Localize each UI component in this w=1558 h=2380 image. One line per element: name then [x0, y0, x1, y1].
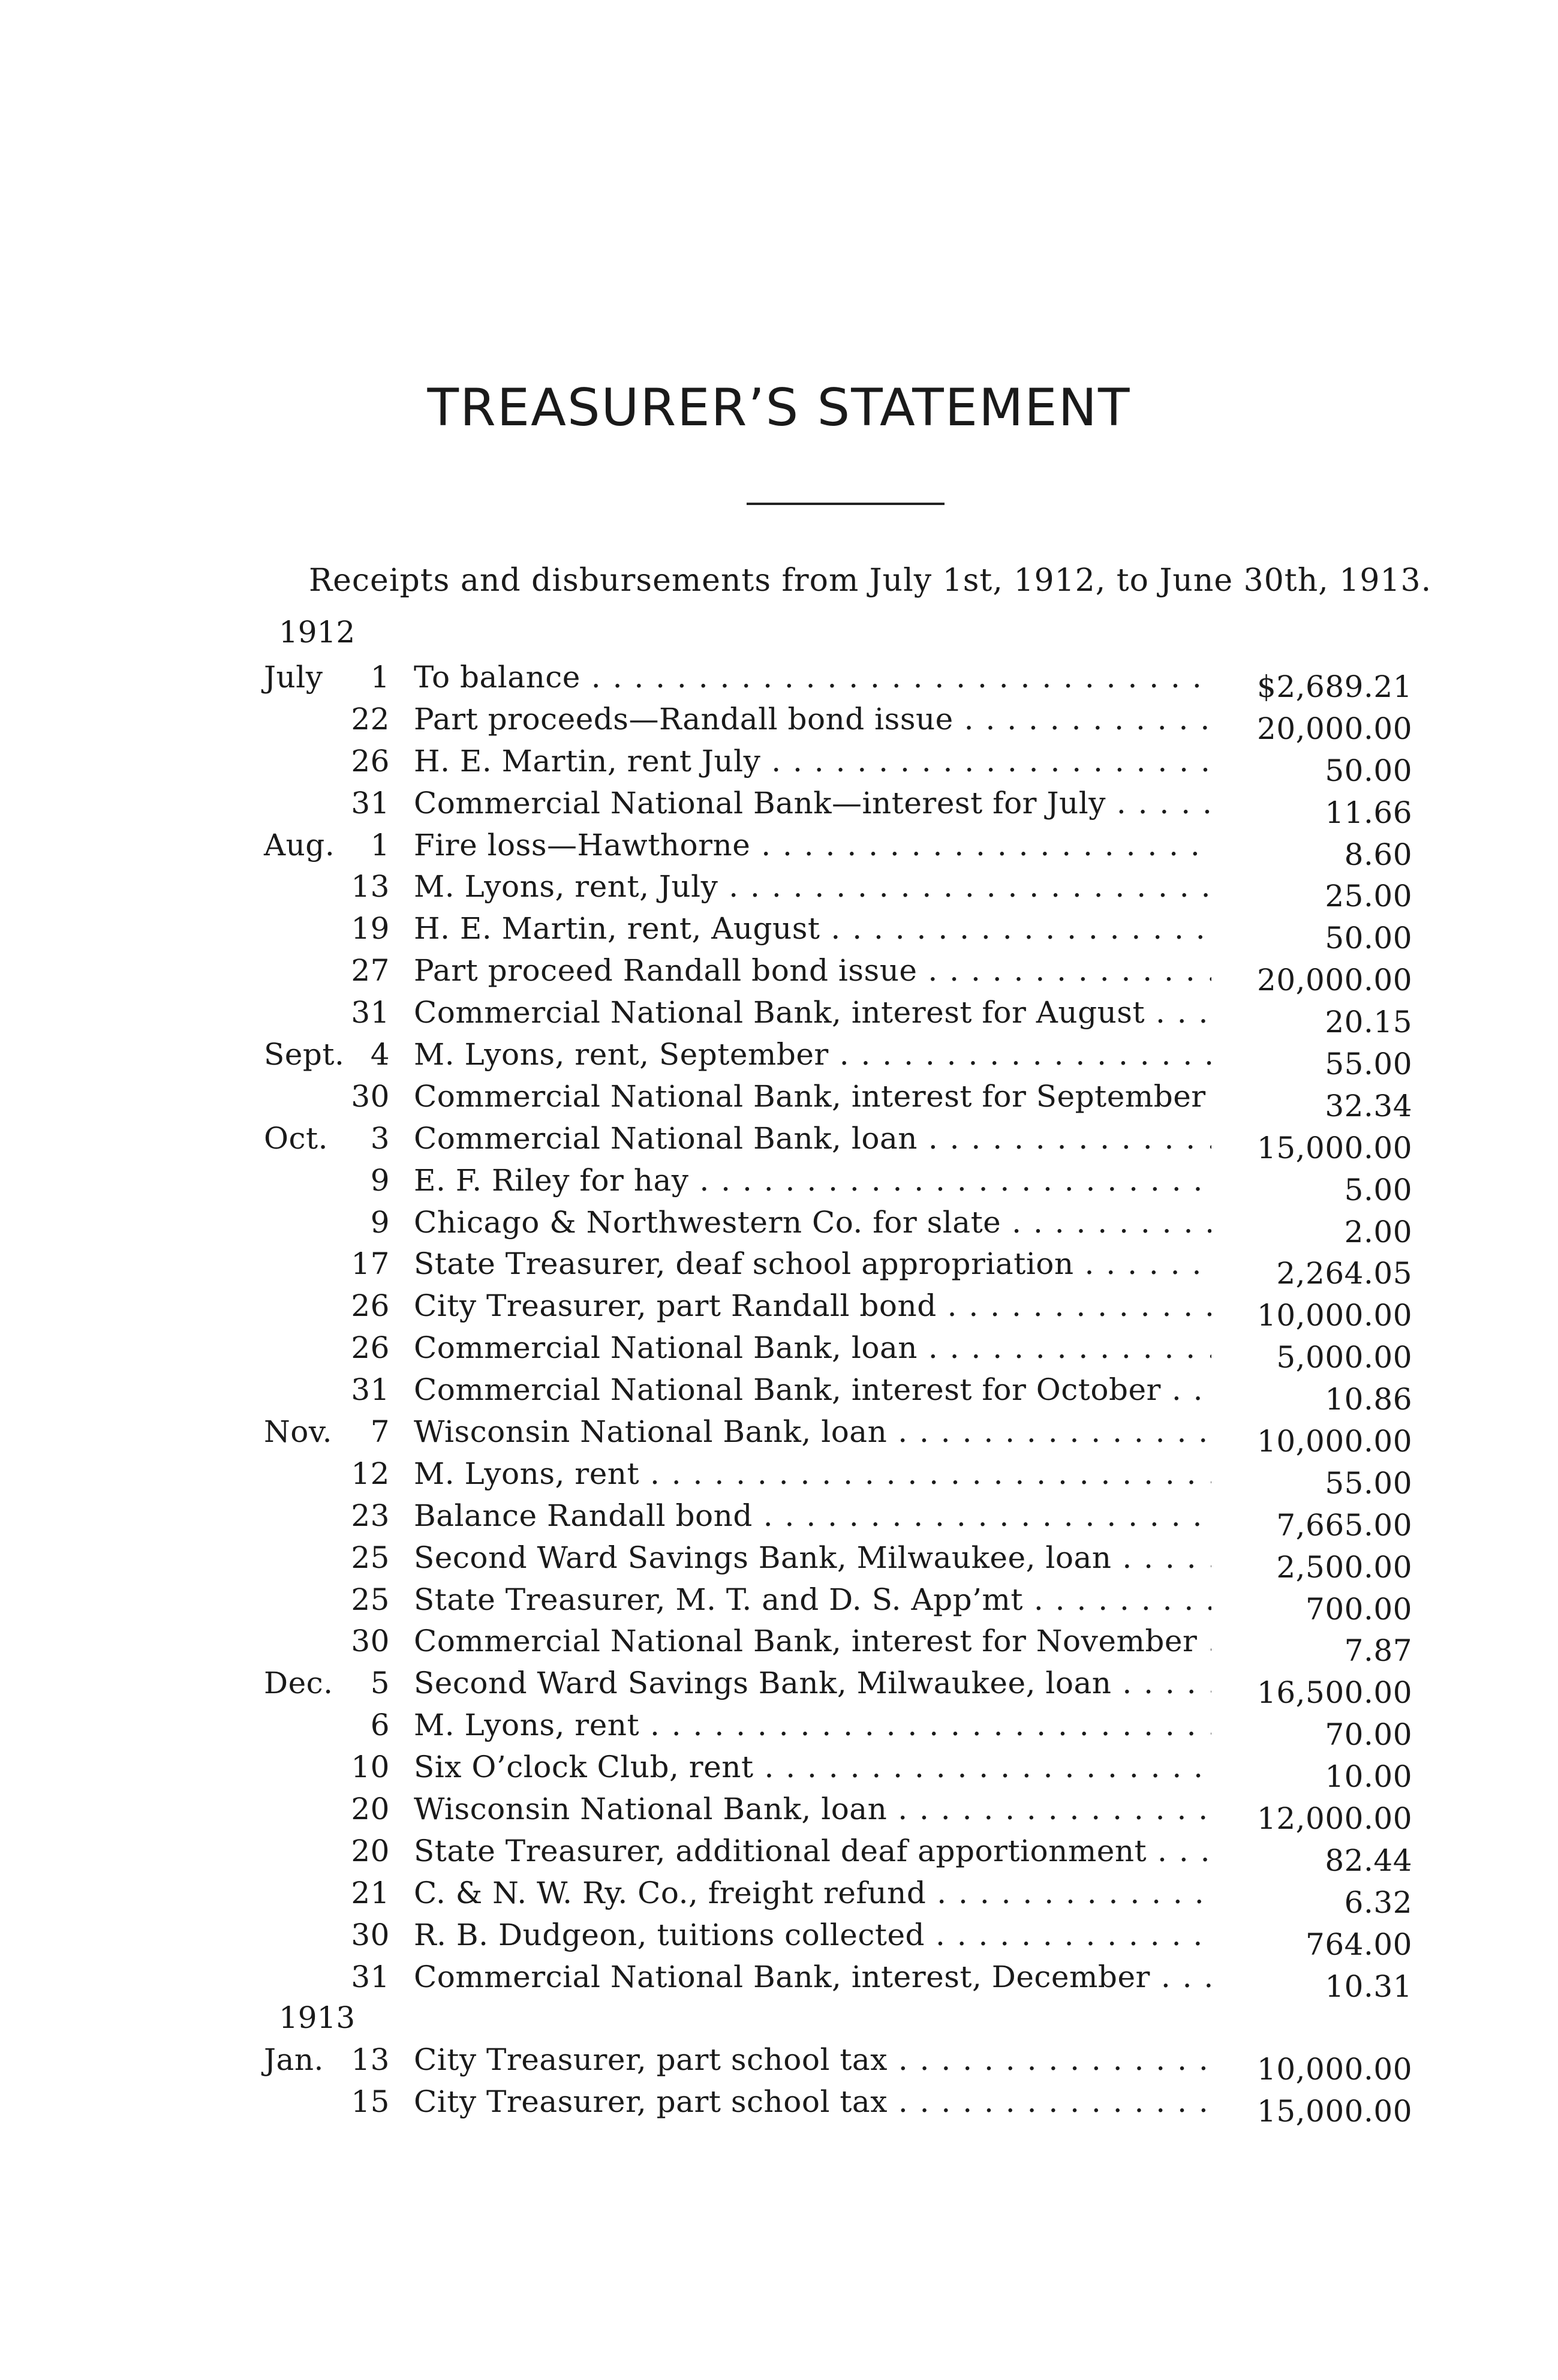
entry-month: Dec. [264, 1666, 333, 1701]
entry-day: 13 [351, 869, 390, 904]
ledger-entry [252, 744, 1421, 786]
entry-day: 30 [351, 1624, 390, 1659]
page-title: TREASURER’S STATEMENT [427, 378, 1131, 438]
entry-description: M. Lyons, rent . . . [414, 1456, 1211, 1491]
entry-day: 7 [370, 1414, 390, 1450]
entry-amount: 15,000.00 [1257, 1130, 1412, 1165]
entry-day: 9 [370, 1162, 390, 1198]
ledger-entry [252, 2042, 1421, 2087]
entry-description: To balance . . . [414, 660, 1211, 695]
entry-day: 26 [351, 743, 390, 779]
entry-amount: 25.00 [1325, 879, 1412, 914]
entry-description: M. Lyons, rent . . . [414, 1708, 1211, 1742]
entry-day: 20 [351, 1833, 390, 1868]
ledger-entry [252, 1414, 1421, 1459]
entry-description: H. E. Martin, rent July . . . [414, 744, 1211, 779]
entry-amount: 7.87 [1344, 1633, 1412, 1669]
entry-day: 3 [370, 1120, 390, 1156]
entry-month: Jan. [264, 2042, 324, 2077]
ledger-entry [252, 1960, 1421, 2002]
entry-day: 5 [370, 1666, 390, 1701]
entry-description: Commercial National Bank, loan . . . [414, 1330, 1211, 1365]
entry-day: 26 [351, 1288, 390, 1324]
entry-day: 1 [370, 660, 390, 695]
entry-description: M. Lyons, rent, September . . . [414, 1037, 1211, 1072]
entry-amount: 11.66 [1325, 795, 1412, 830]
entry-day: 10 [351, 1750, 390, 1785]
entry-day: 19 [351, 911, 390, 946]
entry-amount: 15,000.00 [1257, 2093, 1412, 2129]
entry-amount: 2.00 [1344, 1214, 1412, 1249]
entry-day: 25 [351, 1582, 390, 1617]
ledger-entry [252, 1582, 1421, 1627]
entry-day: 20 [351, 1792, 390, 1827]
entry-amount: 10.31 [1325, 1969, 1412, 2004]
entry-description: Second Ward Savings Bank, Milwaukee, loan . . . [414, 1540, 1211, 1575]
entry-amount: 50.00 [1325, 753, 1412, 788]
year-heading-1913: 1913 [279, 2000, 356, 2035]
ledger-entry [252, 1288, 1421, 1333]
entry-description: City Treasurer, part school tax . . . [414, 2042, 1211, 2077]
entry-description: Six O’clock Club, rent . . . [414, 1750, 1211, 1784]
entry-amount: 10,000.00 [1257, 1424, 1412, 1459]
ledger-entry [252, 1246, 1421, 1291]
ledger-entry [252, 1037, 1421, 1082]
entry-amount: 12,000.00 [1257, 1801, 1412, 1837]
entry-amount: 8.60 [1344, 837, 1412, 872]
ledger-entry [252, 1750, 1421, 1795]
entry-day: 25 [351, 1540, 390, 1575]
ledger-entry [252, 660, 1421, 702]
entry-description: Commercial National Bank, interest for November . . . [414, 1624, 1211, 1658]
entry-amount: 20,000.00 [1257, 711, 1412, 746]
entry-amount: 82.44 [1325, 1843, 1412, 1878]
entry-description: Part proceed Randall bond issue . . . [414, 953, 1211, 988]
entry-month: Oct. [264, 1120, 328, 1156]
entry-description: C. & N. W. Ry. Co., freight refund . . . [414, 1876, 1211, 1910]
entry-description: Fire loss—Hawthorne . . . [414, 828, 1211, 863]
entry-amount: 70.00 [1325, 1717, 1412, 1753]
entry-amount: 700.00 [1306, 1591, 1412, 1627]
title-rule [747, 503, 945, 505]
entry-month: Nov. [264, 1414, 333, 1450]
entry-description: Balance Randall bond . . . [414, 1498, 1211, 1533]
ledger-entry [252, 1792, 1421, 1837]
entry-month: July [264, 660, 323, 695]
entry-day: 31 [351, 1959, 390, 1994]
ledger-entry [252, 911, 1421, 956]
entry-day: 12 [351, 1456, 390, 1491]
entry-amount: 5,000.00 [1276, 1340, 1412, 1375]
entry-amount: 764.00 [1306, 1927, 1412, 1962]
entry-month: Aug. [264, 827, 335, 863]
entry-amount: 2,264.05 [1276, 1256, 1412, 1291]
entry-amount: 32.34 [1325, 1088, 1412, 1123]
entry-day: 30 [351, 1917, 390, 1952]
entry-day: 17 [351, 1246, 390, 1282]
entry-day: 13 [351, 2042, 390, 2077]
entry-day: 31 [351, 785, 390, 821]
entry-amount: 10.00 [1325, 1759, 1412, 1795]
entry-amount: 6.32 [1344, 1885, 1412, 1920]
entry-description: Commercial National Bank, interest, December . . . [414, 1960, 1211, 1994]
entry-day: 31 [351, 1372, 390, 1408]
entry-day: 30 [351, 1078, 390, 1114]
ledger-entry [252, 1708, 1421, 1753]
ledger-entry [252, 828, 1421, 870]
ledger-entry [252, 1330, 1421, 1375]
ledger-1912 [252, 660, 1421, 2002]
entry-amount: 10,000.00 [1257, 1298, 1412, 1333]
entry-amount: 5.00 [1344, 1172, 1412, 1207]
ledger-entry [252, 1121, 1421, 1163]
entry-description: R. B. Dudgeon, tuitions collected . . . [414, 1918, 1211, 1952]
entry-amount: 55.00 [1325, 1047, 1412, 1082]
entry-amount: 2,500.00 [1276, 1549, 1412, 1585]
entry-description: E. F. Riley for hay . . . [414, 1163, 1211, 1198]
entry-amount: 55.00 [1325, 1465, 1412, 1501]
entry-description: Commercial National Bank—interest for July . . . [414, 786, 1211, 821]
entry-description: Commercial National Bank, interest for September . . . [414, 1079, 1211, 1114]
entry-description: H. E. Martin, rent, August . . . [414, 911, 1211, 946]
entry-amount: 50.00 [1325, 921, 1412, 956]
entry-description: City Treasurer, part Randall bond . . . [414, 1288, 1211, 1323]
entry-day: 15 [351, 2084, 390, 2119]
entry-amount: 7,665.00 [1276, 1507, 1412, 1543]
entry-description: Wisconsin National Bank, loan . . . [414, 1414, 1211, 1449]
entry-description: State Treasurer, M. T. and D. S. App’mt . . . [414, 1582, 1211, 1617]
entry-day: 9 [370, 1204, 390, 1240]
entry-day: 21 [351, 1875, 390, 1910]
entry-amount: 10,000.00 [1257, 2052, 1412, 2087]
entry-description: Commercial National Bank, loan . . . [414, 1121, 1211, 1156]
ledger-entry [252, 1456, 1421, 1501]
entry-description: Commercial National Bank, interest for October . . . [414, 1372, 1211, 1407]
entry-day: 1 [370, 827, 390, 863]
entry-description: City Treasurer, part school tax . . . [414, 2084, 1211, 2119]
entry-amount: 20,000.00 [1257, 963, 1412, 998]
ledger-entry [252, 1918, 1421, 1960]
year-heading-1912: 1912 [279, 615, 356, 650]
entry-amount: $2,689.21 [1257, 669, 1412, 704]
ledger-1913 [252, 2042, 1421, 2129]
ledger-entry [252, 786, 1421, 828]
ledger-entry [252, 1498, 1421, 1543]
ledger-entry [252, 1666, 1421, 1711]
entry-month: Sept. [264, 1037, 345, 1072]
entry-description: State Treasurer, deaf school appropriation . . . [414, 1246, 1211, 1281]
ledger-entry [252, 1624, 1421, 1669]
entry-description: Commercial National Bank, interest for August . . . [414, 995, 1211, 1030]
entry-amount: 20.15 [1325, 1005, 1412, 1040]
ledger-entry [252, 702, 1421, 744]
entry-day: 31 [351, 995, 390, 1030]
ledger-entry [252, 1163, 1421, 1205]
entry-day: 4 [370, 1037, 390, 1072]
ledger-entry [252, 2084, 1421, 2129]
ledger-entry [252, 1205, 1421, 1247]
entry-description: Chicago & Northwestern Co. for slate . . . [414, 1205, 1211, 1240]
ledger-entry [252, 1834, 1421, 1876]
ledger-entry [252, 953, 1421, 998]
entry-amount: 16,500.00 [1257, 1675, 1412, 1711]
entry-description: Second Ward Savings Bank, Milwaukee, loan . . . [414, 1666, 1211, 1700]
ledger-entry [252, 1372, 1421, 1417]
entry-day: 27 [351, 953, 390, 988]
entry-day: 23 [351, 1498, 390, 1533]
ledger-entry [252, 1876, 1421, 1918]
entry-description: Part proceeds—Randall bond issue . . . [414, 702, 1211, 737]
entry-day: 26 [351, 1330, 390, 1366]
ledger-entry [252, 995, 1421, 1040]
statement-subtitle: Receipts and disbursements from July 1st, 1912, to June 30th, 1913. [309, 563, 1432, 599]
entry-description: M. Lyons, rent, July . . . [414, 869, 1211, 904]
entry-amount: 10.86 [1325, 1382, 1412, 1417]
entry-day: 22 [351, 701, 390, 737]
ledger-entry [252, 1079, 1421, 1121]
ledger-entry [252, 869, 1421, 914]
entry-description: State Treasurer, additional deaf apportionment . . . [414, 1834, 1211, 1868]
entry-day: 6 [370, 1708, 390, 1743]
entry-description: Wisconsin National Bank, loan . . . [414, 1792, 1211, 1826]
ledger-entry [252, 1540, 1421, 1585]
